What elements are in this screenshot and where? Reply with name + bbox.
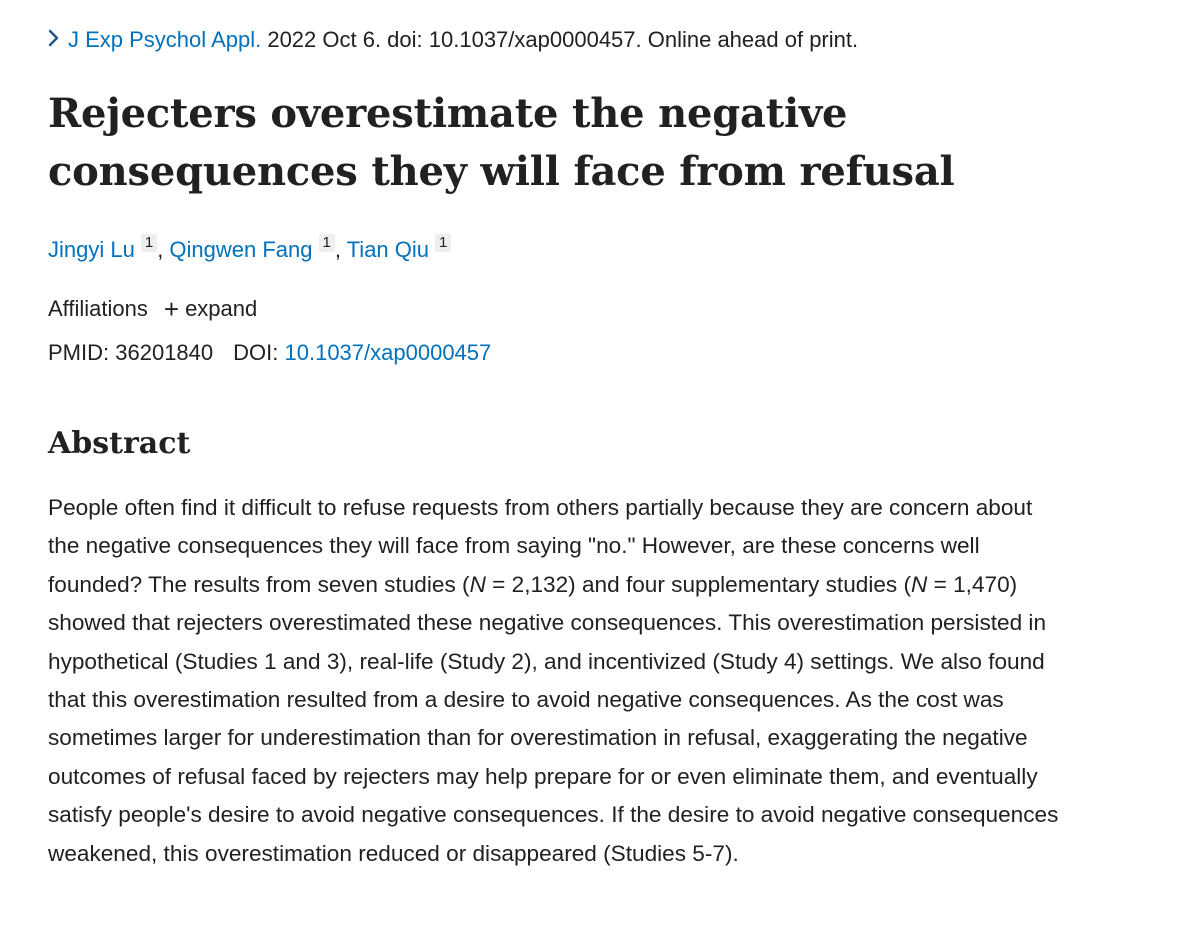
abstract-line: People often find it difficult to refuse requests from others partially because they are concern about (48, 495, 1033, 520)
author-link[interactable]: Tian Qiu (346, 237, 430, 262)
abstract-line: outcomes of refusal faced by rejecters may help prepare for or even eliminate them, and eventually (48, 763, 1038, 789)
abstract-line: showed that rejecters overestimated these negative consequences. This overestimation persisted in (48, 610, 1047, 636)
chevron-right-icon[interactable] (48, 29, 60, 47)
author-separator: , (334, 237, 347, 262)
citation-line (48, 25, 858, 55)
journal-link[interactable]: J Exp Psychol Appl. (68, 27, 262, 52)
affiliation-badge[interactable]: 1 (319, 234, 335, 252)
italic-variable: N (911, 571, 928, 597)
italic-variable: N (469, 571, 486, 597)
author-link[interactable]: Jingyi Lu (48, 237, 135, 262)
abstract-heading: Abstract (48, 426, 191, 461)
author-separator: , (157, 237, 170, 262)
abstract-line: sometimes larger for underestimation than for overestimation in refusal, exaggerating the negative (48, 725, 1028, 751)
plus-icon: + (163, 294, 180, 324)
author-link[interactable]: Qingwen Fang (169, 237, 313, 262)
article-title: Rejecters overestimate the negative consequences they will face from refusal (48, 90, 955, 195)
affiliations-toggle[interactable] (48, 294, 257, 324)
doi-link[interactable]: 10.1037/xap0000457 (284, 340, 492, 365)
expand-label: expand (185, 296, 258, 321)
affiliations-label: Affiliations (48, 296, 148, 321)
pmid-label: PMID: (48, 340, 110, 365)
pmid-value: 36201840 (115, 340, 214, 365)
abstract-line: satisfy people's desire to avoid negative consequences. If the desire to avoid negative consequences (48, 802, 1059, 828)
abstract-text (48, 489, 1188, 873)
abstract-line: that this overestimation resulted from a desire to avoid negative consequences. As the cost was (48, 687, 1004, 713)
abstract-line: the negative consequences they will face from saying "no." However, are these concerns well (48, 533, 980, 559)
article-identifiers (48, 338, 491, 368)
abstract-line: hypothetical (Studies 1 and 3), real-life (Study 2), and incentivized (Study 4) settings. We also found (48, 648, 1045, 674)
abstract-line: weakened, this overestimation reduced or disappeared (Studies 5-7). (48, 840, 739, 866)
affiliation-badge[interactable]: 1 (435, 234, 451, 252)
affiliation-badge[interactable]: 1 (141, 234, 157, 252)
doi-label: DOI: (233, 340, 279, 365)
author-list (48, 234, 451, 266)
citation-details: 2022 Oct 6. doi: 10.1037/xap0000457. Online ahead of print. (261, 27, 859, 52)
abstract-line: founded? The results from seven studies (N = 2,132) and four supplementary studies (N = 1,470) (48, 571, 1018, 597)
